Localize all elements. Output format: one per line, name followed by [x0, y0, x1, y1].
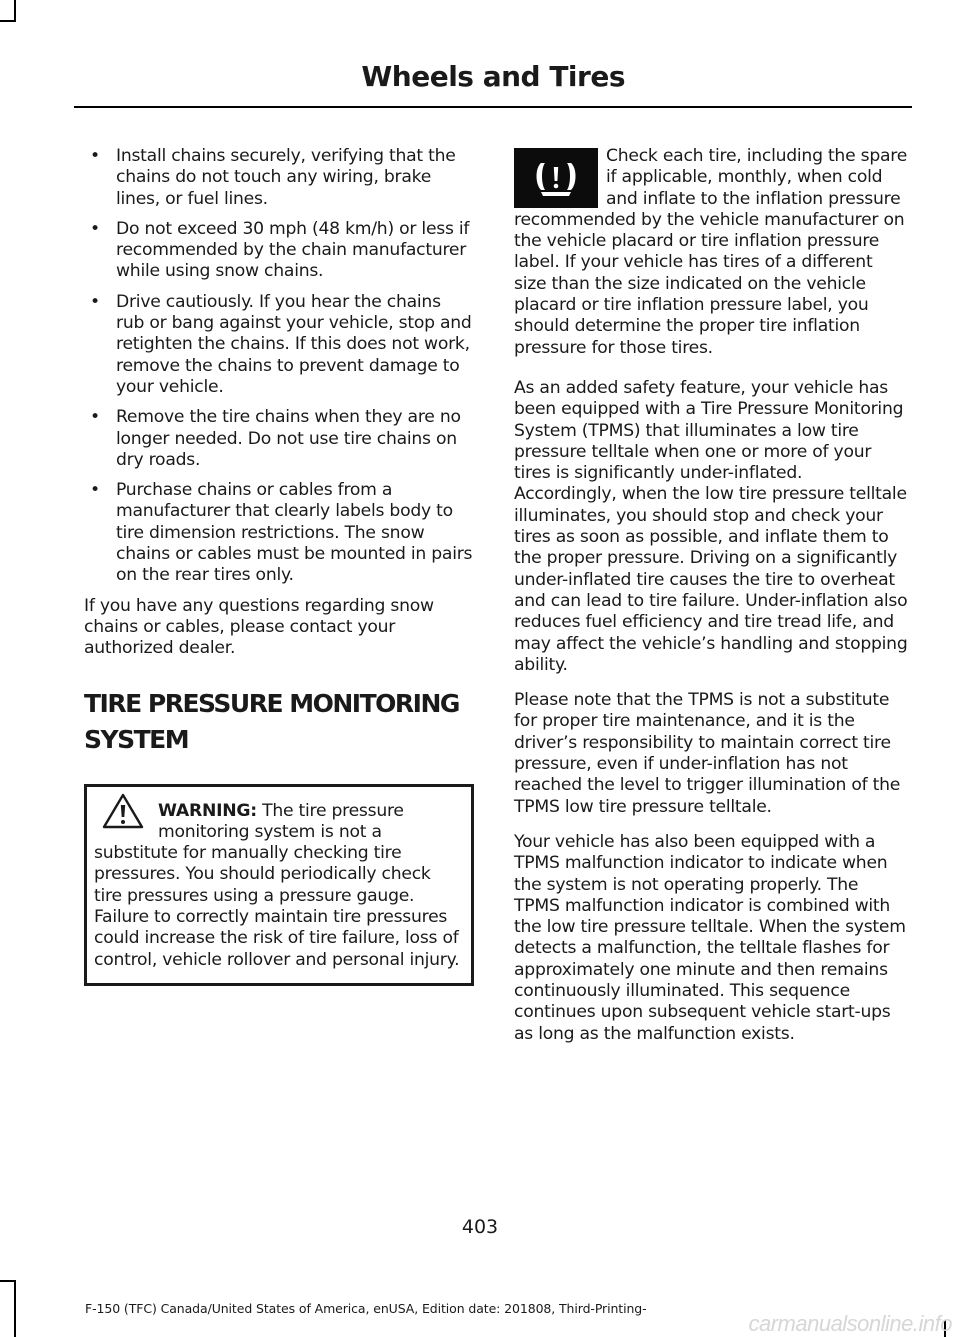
tire-check-paragraph: Check each tire, including the spare if applicable, monthly, when cold and inflate to the inflation pressure recommended by the vehicle manufacturer on the vehicle placard or tire inflation pressure label. If your vehicle has tires of a different size than the size indicated on the vehicle placard or tire inflation pressure label, you should determine the proper tire inflation pressure for those tires. [514, 146, 908, 358]
section-heading-line-1: TIRE PRESSURE MONITORING [84, 688, 459, 718]
tpms-responsibility-paragraph: Please note that the TPMS is not a substitute for proper tire maintenance, and it is the driver’s responsibility to maintain correct tire pressure, even if under-inflation has not reached the level to trigger illumination of the TPMS low tire pressure telltale. [514, 690, 901, 817]
page-number: 403 [461, 1216, 499, 1238]
header-divider [74, 106, 912, 108]
crop-mark-bottom-left-horizontal [0, 1280, 16, 1282]
warning-box [84, 784, 474, 986]
list-item: • Drive cautiously. If you hear the chains rub or bang against your vehicle, stop and retighten the chains. If this does not work, remove the chains to prevent damage to your vehicle. [84, 292, 474, 398]
warning-label: WARNING: [158, 800, 257, 821]
list-item: • Install chains securely, verifying that the chains do not touch any wiring, brake lines, or fuel lines. [84, 146, 474, 210]
tpms-intro [514, 146, 909, 378]
crop-mark-bottom-left-vertical [14, 1280, 16, 1337]
warning-triangle-icon [94, 791, 152, 831]
warning-text: The tire pressure monitoring system is not a substitute for manually checking tire pressures. You should periodically check tire pressures using a pressure gauge. Failure to correctly maintain tire pressures could increase the risk of tire failure, loss of control, vehicle rollover and personal injury. [94, 800, 460, 970]
tpms-warning-icon [514, 148, 598, 208]
tpms-feature-paragraph: As an added safety feature, your vehicle has been equipped with a Tire Pressure Monitoring System (TPMS) that illuminates a low tire pressure telltale when one or more of your tires is significantly under-inflated. Accordingly, when the low tire pressure telltale illuminates, you should stop and check your tires as soon as possible, and inflate them to the proper pressure. Driving on a significantly under-inflated tire causes the tire to overheat and can lead to tire failure. Under-inflation also reduces fuel efficiency and tire tread life, and may affect the vehicle’s handling and stopping ability. [514, 377, 908, 675]
right-column [514, 146, 909, 1059]
footer-edition-info: F-150 (TFC) Canada/United States of America, enUSA, Edition date: 201808, Third-Printing- [85, 1301, 647, 1316]
left-column [84, 146, 474, 986]
crop-mark-top-left-horizontal [0, 20, 16, 22]
list-item: • Remove the tire chains when they are no longer needed. Do not use tire chains on dry roads. [84, 407, 474, 471]
list-item: • Purchase chains or cables from a manufacturer that clearly labels body to tire dimension restrictions. The snow chains or cables must be mounted in pairs on the rear tires only. [84, 480, 474, 586]
dealer-contact-paragraph: If you have any questions regarding snow chains or cables, please contact your authorized dealer. [84, 595, 434, 659]
crop-mark-top-left-vertical [14, 0, 16, 22]
list-item: • Do not exceed 30 mph (48 km/h) or less if recommended by the chain manufacturer while using snow chains. [84, 219, 474, 283]
section-heading-line-2: SYSTEM [84, 724, 189, 754]
section-heading [84, 686, 474, 758]
chain-installation-list [84, 146, 474, 587]
tpms-malfunction-paragraph: Your vehicle has also been equipped with a TPMS malfunction indicator to indicate when the system is not operating properly. The TPMS malfunction indicator is combined with the low tire pressure telltale. When the system detects a malfunction, the telltale flashes for approximately one minute and then remains continuously illuminated. This sequence continues upon subsequent vehicle start-ups as long as the malfunction exists. [514, 831, 906, 1044]
page-header-title: Wheels and Tires [361, 60, 625, 93]
watermark: carmanualsonline.info [748, 1311, 952, 1336]
